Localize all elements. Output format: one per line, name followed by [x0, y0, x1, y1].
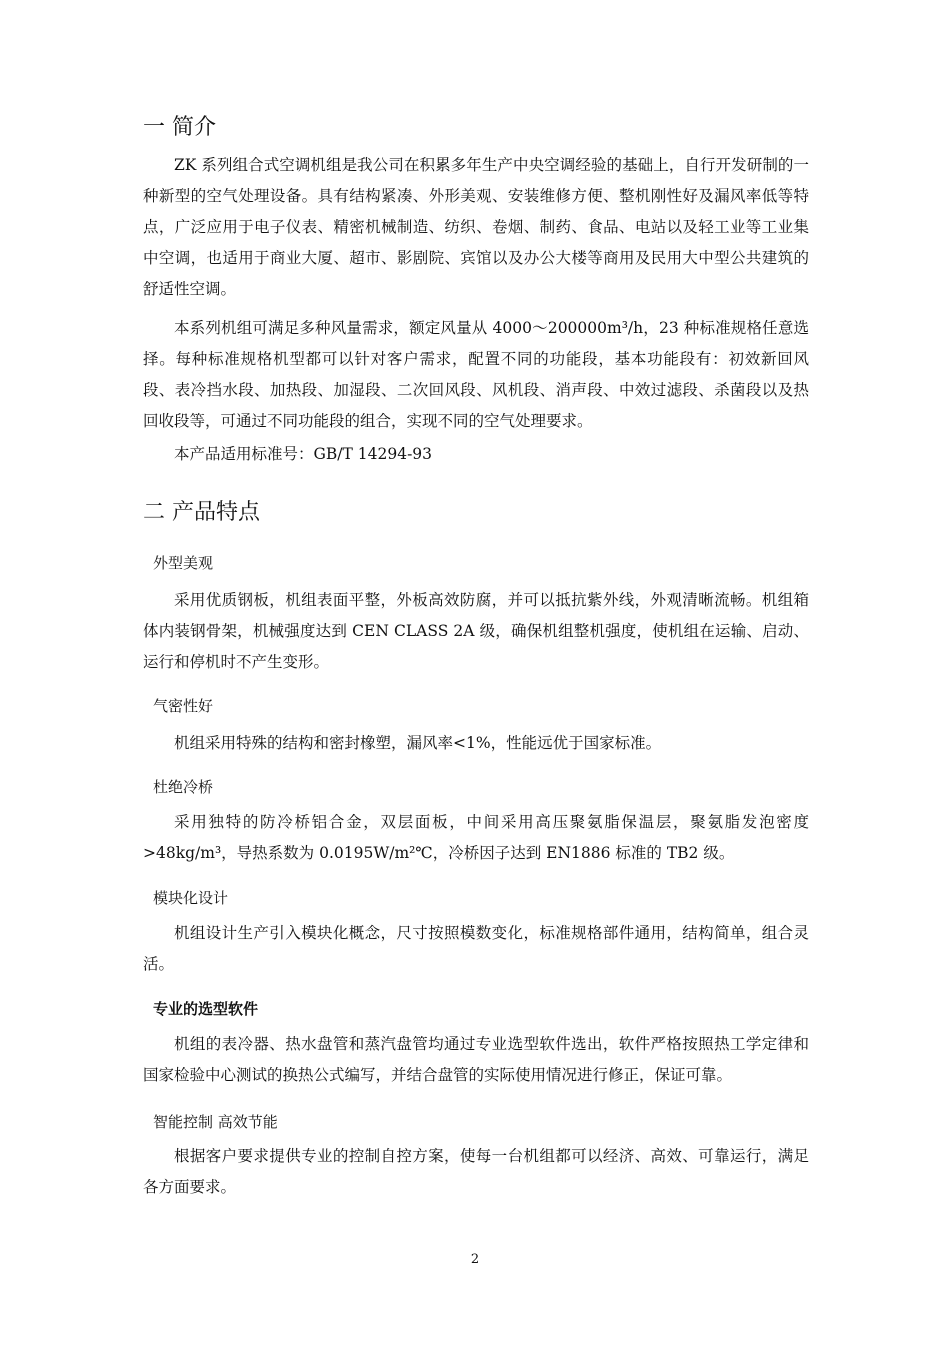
feature-text-software: 机组的表冷器、热水盘管和蒸汽盘管均通过专业选型软件选出，软件严格按照热工学定律和国家检验中心测试的换热公式编写，并结合盘管的实际使用情况进行修正，保证可靠。 [143, 1035, 809, 1084]
feature-heading-airtight: 气密性好 [153, 697, 214, 715]
feature-text-cold-bridge: 采用独特的防冷桥铝合金，双层面板，中间采用高压聚氨脂保温层，聚氨脂发泡密度>48kg/m³，导热系数为 0.0195W/m²℃，冷桥因子达到 EN1886 标准的 TB2 级。 [143, 813, 809, 862]
feature-heading-control: 智能控制 高效节能 [153, 1113, 278, 1131]
intro-paragraph-1: ZK 系列组合式空调机组是我公司在积累多年生产中央空调经验的基础上，自行开发研制的一种新型的空气处理设备。具有结构紧凑、外形美观、安装维修方便、整机刚性好及漏风率低等特点，广泛应用于电子仪表、精密机械制造、纺织、卷烟、制药、食品、电站以及轻工业等工业集中空调，也适用于商业大厦、超市、影剧院、宾馆以及办公大楼等商用及民用大中型公共建筑的舒适性空调。 [143, 156, 809, 298]
intro-paragraph-2: 本系列机组可满足多种风量需求，额定风量从 4000～200000m³/h，23 种标准规格任意选择。每种标准规格机型都可以针对客户需求，配置不同的功能段，基本功能段有：初效新回风段、表冷挡水段、加热段、加湿段、二次回风段、风机段、消声段、中效过滤段、杀菌段以及热回收段等，可通过不同功能段的组合，实现不同的空气处理要求。 [143, 319, 809, 430]
page-number: 2 [470, 1252, 480, 1267]
section-title-features: 二 产品特点 [143, 500, 260, 525]
feature-heading-cold-bridge: 杜绝冷桥 [153, 778, 214, 796]
standard-number: 本产品适用标准号：GB/T 14294-93 [174, 445, 433, 463]
feature-heading-appearance: 外型美观 [153, 554, 214, 572]
feature-text-appearance: 采用优质钢板，机组表面平整，外板高效防腐，并可以抵抗紫外线，外观清晰流畅。机组箱体内装钢骨架，机械强度达到 CEN CLASS 2A 级，确保机组整机强度，使机组在运输、启动、运行和停机时不产生变形。 [143, 591, 809, 671]
section-title-intro: 一 简介 [143, 115, 216, 140]
feature-heading-software: 专业的选型软件 [153, 1000, 259, 1018]
feature-text-control: 根据客户要求提供专业的控制自控方案，使每一台机组都可以经济、高效、可靠运行，满足各方面要求。 [143, 1147, 809, 1196]
feature-heading-modular: 模块化设计 [153, 889, 229, 907]
feature-text-airtight: 机组采用特殊的结构和密封橡塑，漏风率<1%，性能远优于国家标准。 [174, 734, 662, 752]
feature-text-modular: 机组设计生产引入模块化概念，尺寸按照模数变化，标准规格部件通用，结构简单，组合灵活。 [143, 924, 809, 973]
